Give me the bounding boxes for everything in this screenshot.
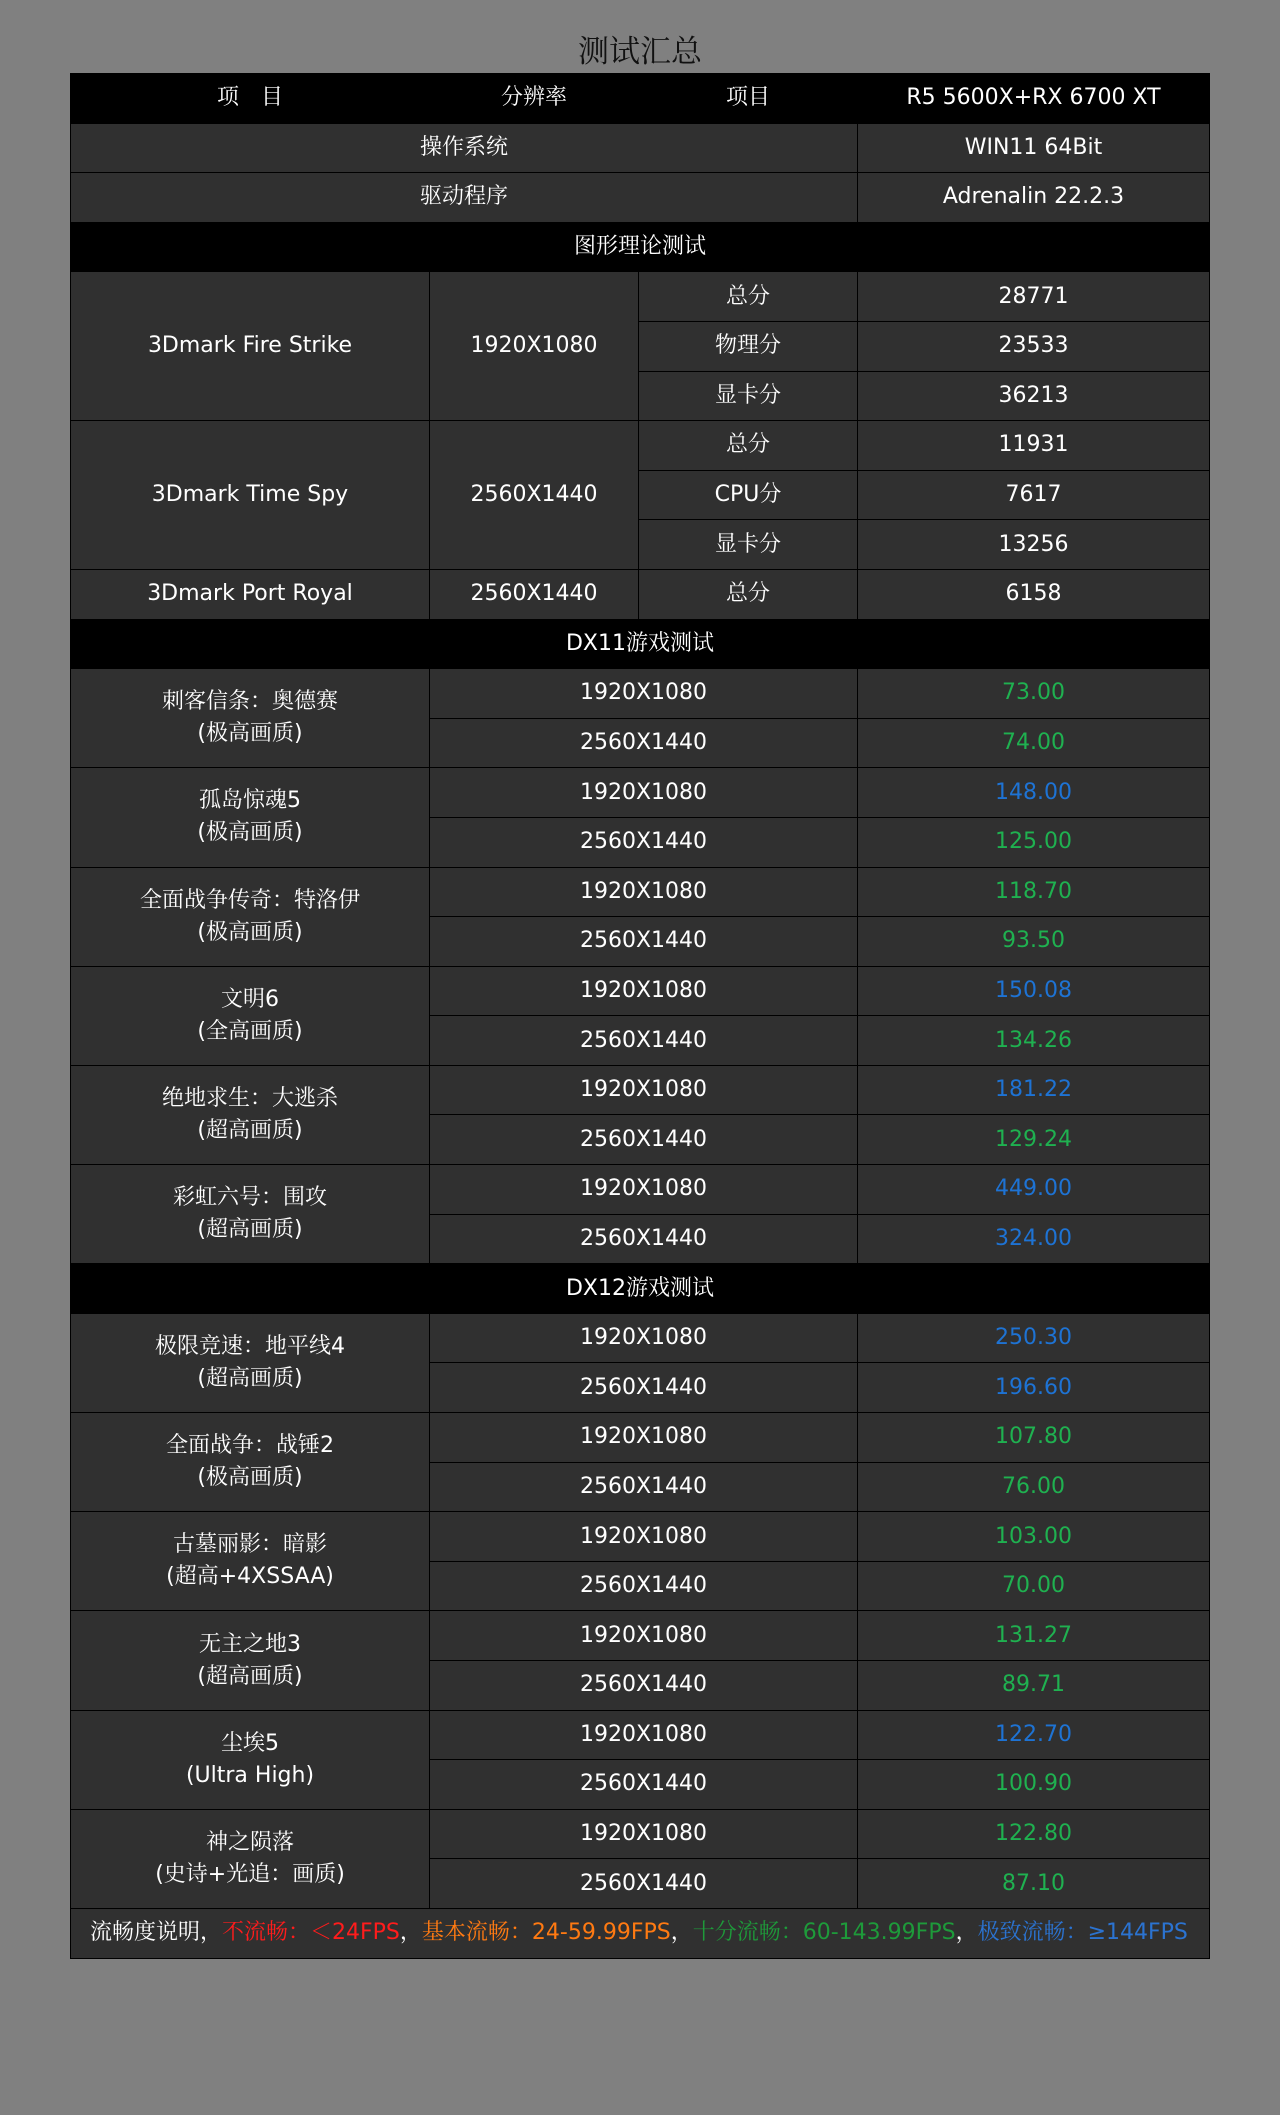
game-fps: 70.00 <box>858 1561 1210 1611</box>
theory-item-value: 36213 <box>858 371 1210 421</box>
game-row <box>71 1065 1210 1115</box>
game-fps: 150.08 <box>858 966 1210 1016</box>
game-resolution: 2560X1440 <box>430 1661 858 1711</box>
game-row <box>71 1512 1210 1562</box>
game-resolution: 2560X1440 <box>430 1462 858 1512</box>
legend-not-smooth: 不流畅：＜24FPS <box>222 1920 400 1946</box>
game-quality: (超高画质) <box>197 1365 303 1391</box>
game-resolution: 2560X1440 <box>430 1115 858 1165</box>
section-row <box>71 1264 1210 1314</box>
game-fps: 89.71 <box>858 1661 1210 1711</box>
dx12-results <box>71 1313 1210 1908</box>
game-resolution: 1920X1080 <box>430 966 858 1016</box>
game-resolution: 1920X1080 <box>430 1313 858 1363</box>
game-resolution: 2560X1440 <box>430 1214 858 1264</box>
theory-item-label: 显卡分 <box>639 520 858 570</box>
game-fps: 107.80 <box>858 1413 1210 1463</box>
game-quality: (超高画质) <box>197 1217 303 1243</box>
game-name: 极限竞速：地平线4 <box>155 1333 345 1359</box>
driver-label: 驱动程序 <box>71 173 858 223</box>
game-title-cell <box>71 1413 430 1512</box>
legend-separator: ， <box>670 1920 693 1946</box>
game-quality: (极高画质) <box>197 721 303 747</box>
game-title-cell <box>71 1065 430 1164</box>
game-resolution: 1920X1080 <box>430 1512 858 1562</box>
game-resolution: 1920X1080 <box>430 1809 858 1859</box>
game-resolution: 1920X1080 <box>430 768 858 818</box>
game-resolution: 2560X1440 <box>430 1561 858 1611</box>
game-resolution: 1920X1080 <box>430 669 858 719</box>
game-name: 绝地求生：大逃杀 <box>161 1085 338 1111</box>
game-name: 刺客信条：奥德赛 <box>161 689 338 715</box>
section-dx12-title: DX12游戏测试 <box>71 1264 1210 1314</box>
game-fps: 76.00 <box>858 1462 1210 1512</box>
header-resolution: 分辨率 <box>430 74 639 124</box>
theory-test-name: 3Dmark Fire Strike <box>71 272 430 421</box>
game-quality: (超高画质) <box>197 1117 303 1143</box>
game-resolution: 2560X1440 <box>430 1016 858 1066</box>
theory-test-name: 3Dmark Port Royal <box>71 569 430 619</box>
game-fps: 122.70 <box>858 1710 1210 1760</box>
game-row <box>71 1611 1210 1661</box>
game-title-cell <box>71 1165 430 1264</box>
theory-item-label: 总分 <box>639 569 858 619</box>
legend-separator: ， <box>955 1920 978 1946</box>
section-graphics-title: 图形理论测试 <box>71 222 1210 272</box>
game-fps: 74.00 <box>858 718 1210 768</box>
game-name: 古墓丽影：暗影 <box>172 1532 327 1558</box>
game-fps: 324.00 <box>858 1214 1210 1264</box>
game-name: 神之陨落 <box>205 1829 294 1855</box>
game-name: 文明6 <box>221 986 279 1012</box>
theory-item-value: 23533 <box>858 321 1210 371</box>
game-fps: 134.26 <box>858 1016 1210 1066</box>
game-quality: (极高画质) <box>197 1465 303 1491</box>
legend-prefix: 流畅度说明， <box>90 1920 223 1946</box>
game-title-cell <box>71 1710 430 1809</box>
os-label: 操作系统 <box>71 123 858 173</box>
driver-value: Adrenalin 22.2.3 <box>858 173 1210 223</box>
theory-item-value: 28771 <box>858 272 1210 322</box>
theory-test-name: 3Dmark Time Spy <box>71 421 430 570</box>
game-row <box>71 1313 1210 1363</box>
theory-item-label: 物理分 <box>639 321 858 371</box>
game-fps: 73.00 <box>858 669 1210 719</box>
game-name: 孤岛惊魂5 <box>199 788 301 814</box>
benchmark-table <box>70 73 1210 1959</box>
game-row <box>71 1710 1210 1760</box>
game-name: 全面战争：战锤2 <box>166 1433 334 1459</box>
theory-item-label: CPU分 <box>639 470 858 520</box>
game-row <box>71 966 1210 1016</box>
page-title: 测试汇总 <box>578 34 702 70</box>
game-resolution: 2560X1440 <box>430 817 858 867</box>
theory-item-value: 11931 <box>858 421 1210 471</box>
game-fps: 250.30 <box>858 1313 1210 1363</box>
game-row <box>71 1165 1210 1215</box>
game-title-cell <box>71 966 430 1065</box>
game-fps: 131.27 <box>858 1611 1210 1661</box>
game-fps: 93.50 <box>858 917 1210 967</box>
game-row <box>71 867 1210 917</box>
game-resolution: 2560X1440 <box>430 1363 858 1413</box>
game-fps: 148.00 <box>858 768 1210 818</box>
game-resolution: 1920X1080 <box>430 1710 858 1760</box>
section-row <box>71 619 1210 669</box>
game-title-cell <box>71 768 430 867</box>
theory-row <box>71 421 1210 471</box>
game-resolution: 2560X1440 <box>430 917 858 967</box>
header-config: R5 5600X+RX 6700 XT <box>858 74 1210 124</box>
game-fps: 87.10 <box>858 1859 1210 1909</box>
game-quality: (Ultra High) <box>185 1762 315 1788</box>
game-resolution: 1920X1080 <box>430 867 858 917</box>
os-value: WIN11 64Bit <box>858 123 1210 173</box>
theory-item-label: 总分 <box>639 421 858 471</box>
fluency-legend <box>71 1908 1210 1958</box>
game-quality: (极高画质) <box>197 820 303 846</box>
game-fps: 181.22 <box>858 1065 1210 1115</box>
driver-row <box>71 173 1210 223</box>
legend-basic-smooth: 基本流畅：24-59.99FPS <box>421 1920 671 1946</box>
header-item: 项 目 <box>71 74 430 124</box>
theory-resolution: 2560X1440 <box>430 569 639 619</box>
game-quality: (极高画质) <box>197 919 303 945</box>
game-resolution: 1920X1080 <box>430 1413 858 1463</box>
game-fps: 100.90 <box>858 1760 1210 1810</box>
game-title-cell <box>71 1313 430 1412</box>
game-quality: (超高画质) <box>197 1663 303 1689</box>
game-fps: 122.80 <box>858 1809 1210 1859</box>
game-title-cell <box>71 1809 430 1908</box>
theory-resolution: 2560X1440 <box>430 421 639 570</box>
theory-item-value: 7617 <box>858 470 1210 520</box>
game-name: 尘埃5 <box>221 1730 279 1756</box>
game-title-cell <box>71 867 430 966</box>
game-resolution: 2560X1440 <box>430 1859 858 1909</box>
game-quality: (史诗+光追：画质) <box>155 1861 345 1887</box>
legend-very-smooth: 十分流畅：60-143.99FPS <box>692 1920 956 1946</box>
theory-row <box>71 272 1210 322</box>
theory-item-value: 13256 <box>858 520 1210 570</box>
theory-resolution: 1920X1080 <box>430 272 639 421</box>
theory-item-label: 显卡分 <box>639 371 858 421</box>
dx11-results <box>71 669 1210 1264</box>
game-resolution: 2560X1440 <box>430 718 858 768</box>
legend-extreme-smooth: 极致流畅：≥144FPS <box>977 1920 1188 1946</box>
section-dx11-title: DX11游戏测试 <box>71 619 1210 669</box>
game-fps: 125.00 <box>858 817 1210 867</box>
game-name: 全面战争传奇：特洛伊 <box>139 887 360 913</box>
theory-item-label: 总分 <box>639 272 858 322</box>
game-resolution: 1920X1080 <box>430 1065 858 1115</box>
game-quality: (全高画质) <box>197 1018 303 1044</box>
header-test-item: 项目 <box>639 74 858 124</box>
game-fps: 196.60 <box>858 1363 1210 1413</box>
game-row <box>71 768 1210 818</box>
game-title-cell <box>71 1611 430 1710</box>
game-name: 彩虹六号：围攻 <box>172 1185 327 1211</box>
game-quality: (超高+4XSSAA) <box>166 1564 334 1590</box>
game-fps: 129.24 <box>858 1115 1210 1165</box>
section-row <box>71 222 1210 272</box>
theory-row <box>71 569 1210 619</box>
game-resolution: 2560X1440 <box>430 1760 858 1810</box>
game-fps: 118.70 <box>858 867 1210 917</box>
os-row <box>71 123 1210 173</box>
game-row <box>71 1809 1210 1859</box>
game-row <box>71 1413 1210 1463</box>
game-title-cell <box>71 1512 430 1611</box>
game-title-cell <box>71 669 430 768</box>
game-row <box>71 669 1210 719</box>
game-resolution: 1920X1080 <box>430 1611 858 1661</box>
legend-separator: ， <box>399 1920 422 1946</box>
header-row <box>71 74 1210 124</box>
theory-item-value: 6158 <box>858 569 1210 619</box>
game-resolution: 1920X1080 <box>430 1165 858 1215</box>
game-fps: 103.00 <box>858 1512 1210 1562</box>
game-name: 无主之地3 <box>199 1631 301 1657</box>
legend-row <box>71 1908 1210 1958</box>
game-fps: 449.00 <box>858 1165 1210 1215</box>
